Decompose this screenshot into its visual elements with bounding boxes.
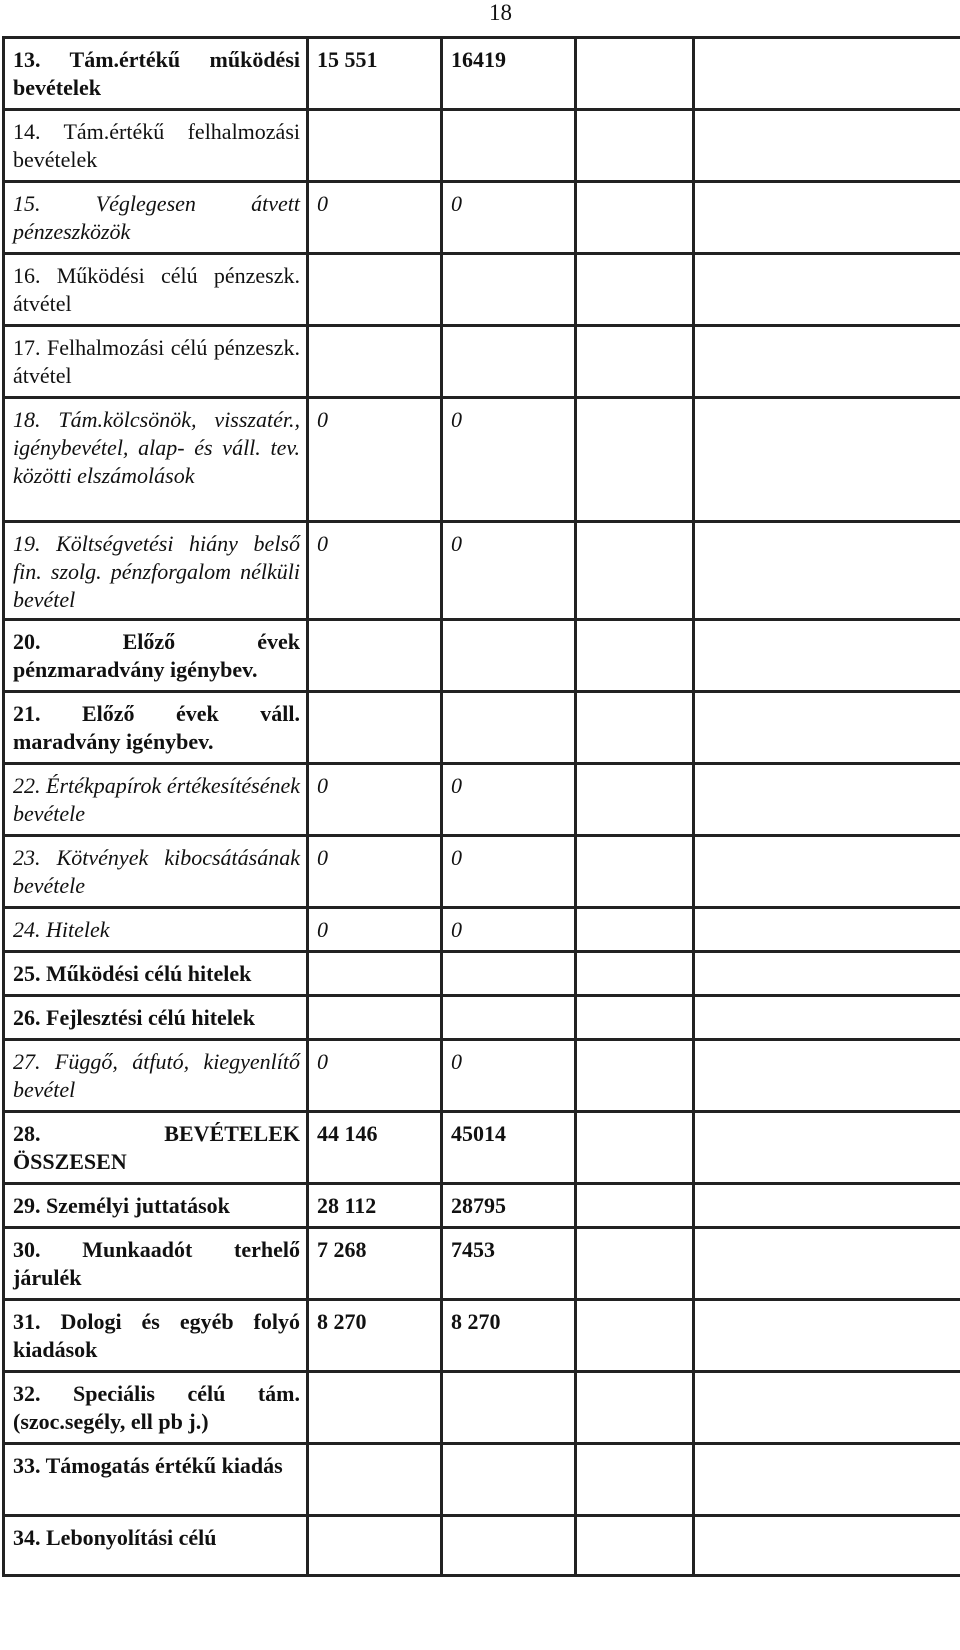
row-label: 17. Felhalmozási célú pénzeszk. átvétel — [4, 326, 308, 398]
value-cell-2: 16419 — [442, 38, 576, 110]
table-row — [4, 908, 960, 952]
row-label: 26. Fejlesztési célú hitelek — [4, 996, 308, 1040]
value-cell-2 — [442, 110, 576, 182]
table-row — [4, 1444, 960, 1516]
table-row — [4, 326, 960, 398]
value-cell-1 — [308, 110, 442, 182]
empty-cell — [694, 254, 960, 326]
empty-cell — [694, 1184, 960, 1228]
table-row — [4, 1372, 960, 1444]
row-label: 13. Tám.értékű működési bevételek — [4, 38, 308, 110]
empty-cell — [576, 1372, 694, 1444]
table-row — [4, 182, 960, 254]
page-number: 18 — [489, 0, 512, 25]
empty-cell — [694, 182, 960, 254]
value-cell-1: 0 — [308, 1040, 442, 1112]
value-cell-1: 0 — [308, 398, 442, 522]
row-label: 34. Lebonyolítási célú — [4, 1516, 308, 1576]
empty-cell — [694, 620, 960, 692]
empty-cell — [576, 38, 694, 110]
table-row — [4, 620, 960, 692]
value-cell-2: 28795 — [442, 1184, 576, 1228]
row-label: 29. Személyi juttatások — [4, 1184, 308, 1228]
empty-cell — [576, 522, 694, 620]
empty-cell — [576, 398, 694, 522]
row-label: 20. Előző évek pénzmaradvány igénybev. — [4, 620, 308, 692]
value-cell-2: 0 — [442, 182, 576, 254]
row-label: 30. Munkaadót terhelő járulék — [4, 1228, 308, 1300]
value-cell-2 — [442, 1444, 576, 1516]
table-row — [4, 110, 960, 182]
empty-cell — [576, 952, 694, 996]
value-cell-2 — [442, 692, 576, 764]
row-label: 14. Tám.értékű felhalmozási bevételek — [4, 110, 308, 182]
value-cell-2: 0 — [442, 836, 576, 908]
value-cell-2: 0 — [442, 764, 576, 836]
row-label: 19. Költségvetési hiány belső fin. szolg. pénzforgalom nélküli bevétel — [4, 522, 308, 620]
value-cell-1 — [308, 1372, 442, 1444]
empty-cell — [694, 38, 960, 110]
value-cell-1: 28 112 — [308, 1184, 442, 1228]
value-cell-2 — [442, 620, 576, 692]
row-label: 33. Támogatás értékű kiadás — [4, 1444, 308, 1516]
value-cell-1: 0 — [308, 836, 442, 908]
table-row — [4, 836, 960, 908]
row-label: 31. Dologi és egyéb folyó kiadások — [4, 1300, 308, 1372]
value-cell-1: 8 270 — [308, 1300, 442, 1372]
table-row — [4, 1184, 960, 1228]
empty-cell — [694, 1300, 960, 1372]
value-cell-1 — [308, 1516, 442, 1576]
empty-cell — [576, 996, 694, 1040]
empty-cell — [576, 692, 694, 764]
empty-cell — [576, 1300, 694, 1372]
row-label: 25. Működési célú hitelek — [4, 952, 308, 996]
value-cell-2: 8 270 — [442, 1300, 576, 1372]
value-cell-1 — [308, 326, 442, 398]
empty-cell — [694, 1112, 960, 1184]
table-row — [4, 1516, 960, 1576]
value-cell-1 — [308, 996, 442, 1040]
value-cell-2 — [442, 996, 576, 1040]
empty-cell — [694, 1444, 960, 1516]
value-cell-2 — [442, 1372, 576, 1444]
table-row — [4, 1228, 960, 1300]
value-cell-2: 0 — [442, 398, 576, 522]
value-cell-1 — [308, 620, 442, 692]
row-label: 28. BEVÉTELEK ÖSSZESEN — [4, 1112, 308, 1184]
row-label: 32. Speciális célú tám. (szoc.segély, ell pb j.) — [4, 1372, 308, 1444]
table-row — [4, 764, 960, 836]
empty-cell — [694, 1040, 960, 1112]
row-label: 22. Értékpapírok értékesítésének bevétele — [4, 764, 308, 836]
table-row — [4, 996, 960, 1040]
empty-cell — [576, 1112, 694, 1184]
empty-cell — [576, 326, 694, 398]
empty-cell — [694, 764, 960, 836]
value-cell-1: 0 — [308, 182, 442, 254]
table-row — [4, 1040, 960, 1112]
empty-cell — [576, 1444, 694, 1516]
value-cell-1: 0 — [308, 764, 442, 836]
value-cell-1: 0 — [308, 522, 442, 620]
empty-cell — [576, 182, 694, 254]
empty-cell — [694, 908, 960, 952]
value-cell-2 — [442, 326, 576, 398]
empty-cell — [694, 1228, 960, 1300]
row-label: 23. Kötvények kibocsátásának bevétele — [4, 836, 308, 908]
empty-cell — [576, 1228, 694, 1300]
table-row — [4, 522, 960, 620]
empty-cell — [576, 908, 694, 952]
value-cell-1 — [308, 692, 442, 764]
budget-table — [2, 36, 960, 1577]
empty-cell — [694, 996, 960, 1040]
value-cell-1 — [308, 952, 442, 996]
row-label: 18. Tám.kölcsönök, visszatér., igénybevétel, alap- és váll. tev. közötti elszámolások — [4, 398, 308, 522]
value-cell-1 — [308, 1444, 442, 1516]
empty-cell — [694, 1372, 960, 1444]
table-row — [4, 38, 960, 110]
value-cell-1: 15 551 — [308, 38, 442, 110]
empty-cell — [576, 1040, 694, 1112]
empty-cell — [694, 836, 960, 908]
empty-cell — [576, 836, 694, 908]
empty-cell — [694, 398, 960, 522]
value-cell-2: 45014 — [442, 1112, 576, 1184]
row-label: 15. Véglegesen átvett pénzeszközök — [4, 182, 308, 254]
empty-cell — [694, 692, 960, 764]
value-cell-1: 44 146 — [308, 1112, 442, 1184]
row-label: 24. Hitelek — [4, 908, 308, 952]
value-cell-2 — [442, 254, 576, 326]
table-row — [4, 254, 960, 326]
value-cell-2: 7453 — [442, 1228, 576, 1300]
empty-cell — [576, 1184, 694, 1228]
value-cell-2: 0 — [442, 908, 576, 952]
value-cell-2 — [442, 1516, 576, 1576]
value-cell-1 — [308, 254, 442, 326]
empty-cell — [694, 952, 960, 996]
empty-cell — [576, 620, 694, 692]
empty-cell — [576, 254, 694, 326]
empty-cell — [576, 110, 694, 182]
row-label: 27. Függő, átfutó, kiegyenlítő bevétel — [4, 1040, 308, 1112]
table-row — [4, 1112, 960, 1184]
value-cell-2: 0 — [442, 522, 576, 620]
empty-cell — [576, 1516, 694, 1576]
row-label: 16. Működési célú pénzeszk. átvétel — [4, 254, 308, 326]
value-cell-2 — [442, 952, 576, 996]
empty-cell — [694, 522, 960, 620]
table-row — [4, 952, 960, 996]
row-label: 21. Előző évek váll. maradvány igénybev. — [4, 692, 308, 764]
value-cell-1: 0 — [308, 908, 442, 952]
table-row — [4, 692, 960, 764]
empty-cell — [694, 110, 960, 182]
table-row — [4, 1300, 960, 1372]
value-cell-2: 0 — [442, 1040, 576, 1112]
empty-cell — [694, 326, 960, 398]
value-cell-1: 7 268 — [308, 1228, 442, 1300]
table-row — [4, 398, 960, 522]
empty-cell — [576, 764, 694, 836]
empty-cell — [694, 1516, 960, 1576]
